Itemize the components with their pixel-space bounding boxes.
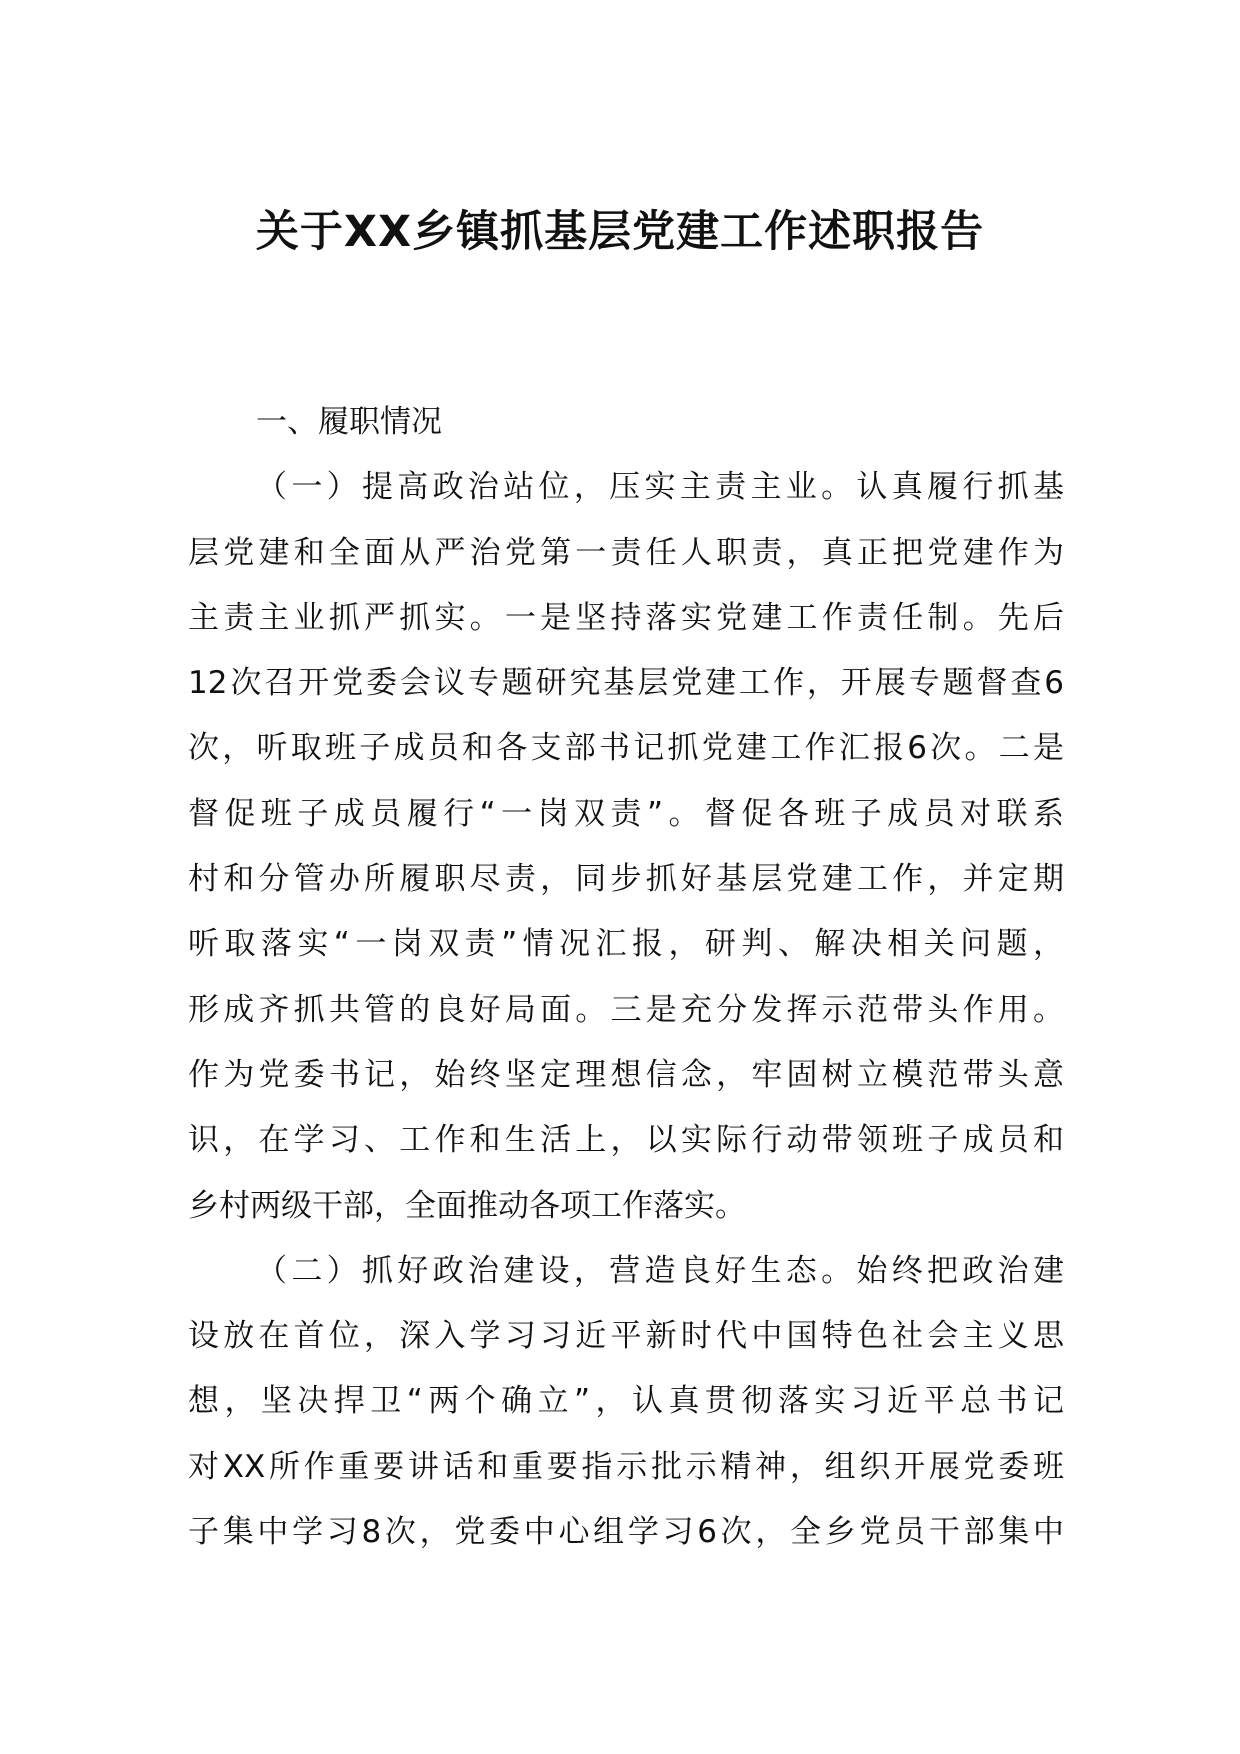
paragraph-line: 督促班子成员履行“一岗双责”。督促各班子成员对联系 bbox=[188, 795, 1064, 832]
paragraph-line: 作为党委书记，始终坚定理想信念，牢固树立模范带头意 bbox=[188, 1056, 1064, 1093]
paragraph-line: 设放在首位，深入学习习近平新时代中国特色社会主义思 bbox=[188, 1318, 1064, 1355]
paragraph-line: 识，在学习、工作和生活上，以实际行动带领班子成员和 bbox=[188, 1122, 1064, 1159]
paragraph-line: 想，坚决捍卫“两个确立”，认真贯彻落实习近平总书记 bbox=[188, 1383, 1064, 1420]
paragraph-line: 12次召开党委会议专题研究基层党建工作，开展专题督查6 bbox=[188, 665, 1064, 702]
paragraph-line: 次，听取班子成员和各支部书记抓党建工作汇报6次。二是 bbox=[188, 730, 1064, 767]
paragraph-line: 对XX所作重要讲话和重要指示批示精神，组织开展党委班 bbox=[188, 1448, 1064, 1485]
paragraph-line: 子集中学习8次，党委中心组学习6次，全乡党员干部集中 bbox=[188, 1514, 1064, 1551]
section-heading: 一、履职情况 bbox=[256, 404, 442, 440]
paragraph-line: （一）提高政治站位，压实主责主业。认真履行抓基 bbox=[256, 469, 1064, 506]
paragraph-line: 村和分管办所履职尽责，同步抓好基层党建工作，并定期 bbox=[188, 861, 1064, 898]
paragraph-line: 形成齐抓共管的良好局面。三是充分发挥示范带头作用。 bbox=[188, 991, 1064, 1028]
document-body bbox=[188, 390, 1064, 1565]
paragraph-line: 听取落实“一岗双责”情况汇报，研判、解决相关问题， bbox=[188, 926, 1064, 963]
paragraph-line: 层党建和全面从严治党第一责任人职责，真正把党建作为 bbox=[188, 534, 1064, 571]
paragraph-line: （二）抓好政治建设，营造良好生态。始终把政治建 bbox=[256, 1252, 1064, 1289]
paragraph-line: 乡村两级干部，全面推动各项工作落实。 bbox=[188, 1187, 746, 1224]
paragraph-line: 主责主业抓严抓实。一是坚持落实党建工作责任制。先后 bbox=[188, 599, 1064, 636]
document-title: 关于XX乡镇抓基层党建工作述职报告 bbox=[255, 207, 985, 257]
